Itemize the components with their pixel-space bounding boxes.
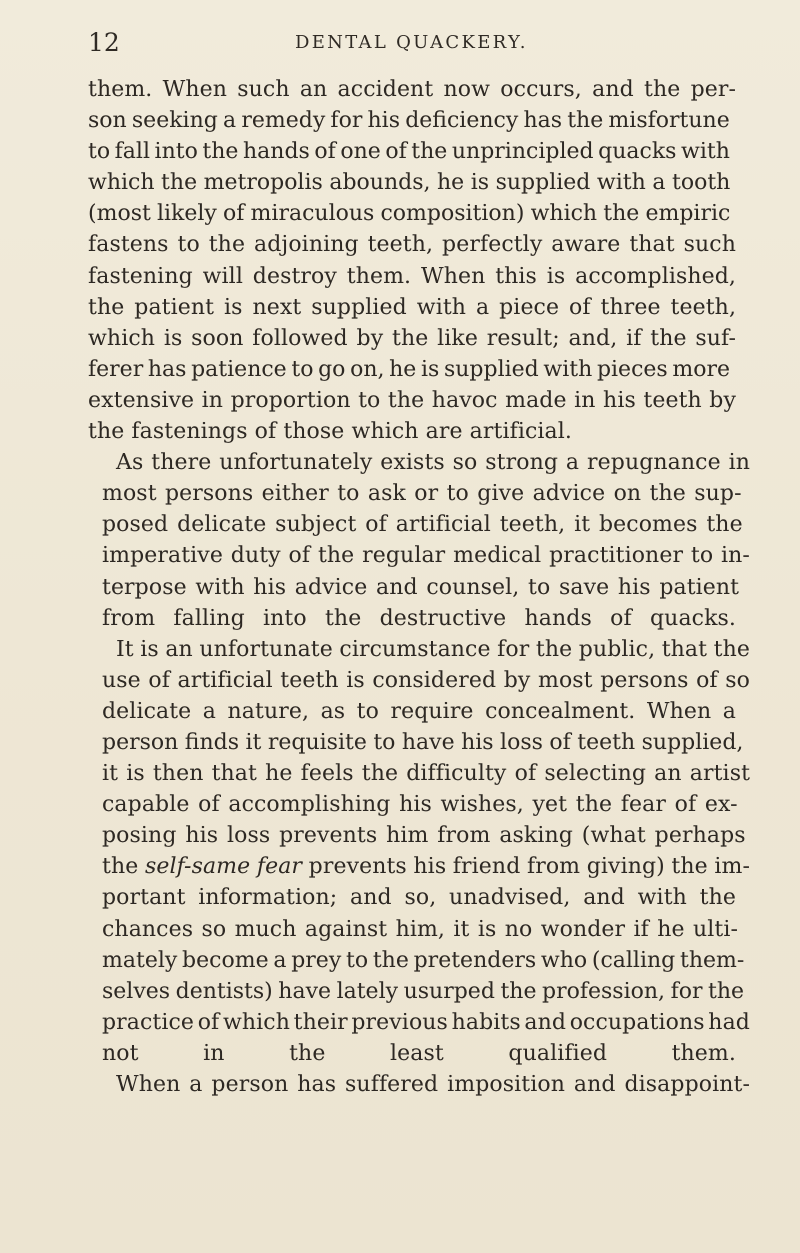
text-line: practice of which their previous habits and occupations had	[102, 1009, 750, 1035]
text-fragment: prevents his friend from giving) the im-	[302, 854, 750, 880]
text-line: most persons either to ask or to give advice on the sup-	[102, 481, 742, 507]
text-line: them. When such an accident now occurs, and the per-	[88, 77, 737, 102]
paragraph-4	[88, 1069, 750, 1100]
text-line: When a person has suffered imposition and disappoint-	[116, 1072, 750, 1097]
text-line: person finds it requisite to have his loss of teeth supplied,	[102, 729, 744, 755]
running-head: DENTAL QUACKERY.	[295, 32, 528, 53]
text-line: fastens to the adjoining teeth, perfectly aware that such	[88, 232, 736, 258]
italic-phrase: self-same fear	[144, 854, 303, 880]
text-line: it is then that he feels the difficulty of selecting an artist	[102, 761, 751, 787]
text-line: terpose with his advice and counsel, to save his patient	[102, 574, 740, 600]
text-line: chances so much against him, it is no wonder if he ulti-	[102, 916, 739, 942]
text-line-with-emphasis	[88, 851, 750, 882]
text-line: selves dentists) have lately usurped the profession, for the	[102, 978, 745, 1004]
text-line: portant information; and so, unadvised, and with the	[102, 885, 736, 911]
text-line: As there unfortunately exists so strong a repugnance in	[116, 450, 751, 476]
text-line: fastening will destroy them. When this is accomplished,	[88, 263, 737, 289]
text-line: from falling into the destructive hands of quacks.	[102, 605, 736, 631]
text-line: (most likely of miraculous composition) which the empiric	[88, 201, 731, 227]
text-line: delicate a nature, as to require concealment. When a	[102, 698, 736, 724]
text-line: the patient is next supplied with a piece of three teeth,	[88, 294, 737, 320]
body-text	[88, 74, 751, 1100]
text-line: posed delicate subject of artificial teeth, it becomes the	[102, 512, 743, 538]
text-line: posing his loss prevents him from asking (what perhaps	[102, 823, 746, 849]
text-line: imperative duty of the regular medical practitioner to in-	[102, 543, 750, 569]
text-line: the fastenings of those which are artificial.	[88, 419, 572, 445]
text-line: use of artificial teeth is considered by most persons of so	[102, 667, 750, 693]
text-line: not in the least qualified them.	[102, 1040, 736, 1066]
text-line: to fall into the hands of one of the unprincipled quacks with	[88, 139, 730, 165]
text-line: capable of accomplishing his wishes, yet the fear of ex-	[102, 792, 738, 818]
page-header	[88, 28, 735, 58]
text-line: extensive in proportion to the havoc made in his teeth by	[88, 387, 737, 413]
paragraph-2	[88, 447, 751, 634]
text-line: which is soon followed by the like result; and, if the suf-	[88, 325, 737, 351]
page-number: 12	[88, 28, 120, 57]
paragraph-3	[88, 634, 751, 1069]
text-line: son seeking a remedy for his deficiency has the misfortune	[88, 108, 730, 134]
text-line: ferer has patience to go on, he is supplied with pieces more	[88, 356, 731, 382]
text-line: mately become a prey to the pretenders who (calling them-	[102, 947, 745, 973]
paragraph-1	[88, 74, 736, 447]
text-fragment: the	[102, 854, 145, 880]
text-line: It is an unfortunate circumstance for the public, that the	[116, 636, 750, 662]
text-line: which the metropolis abounds, he is supplied with a tooth	[88, 170, 731, 196]
